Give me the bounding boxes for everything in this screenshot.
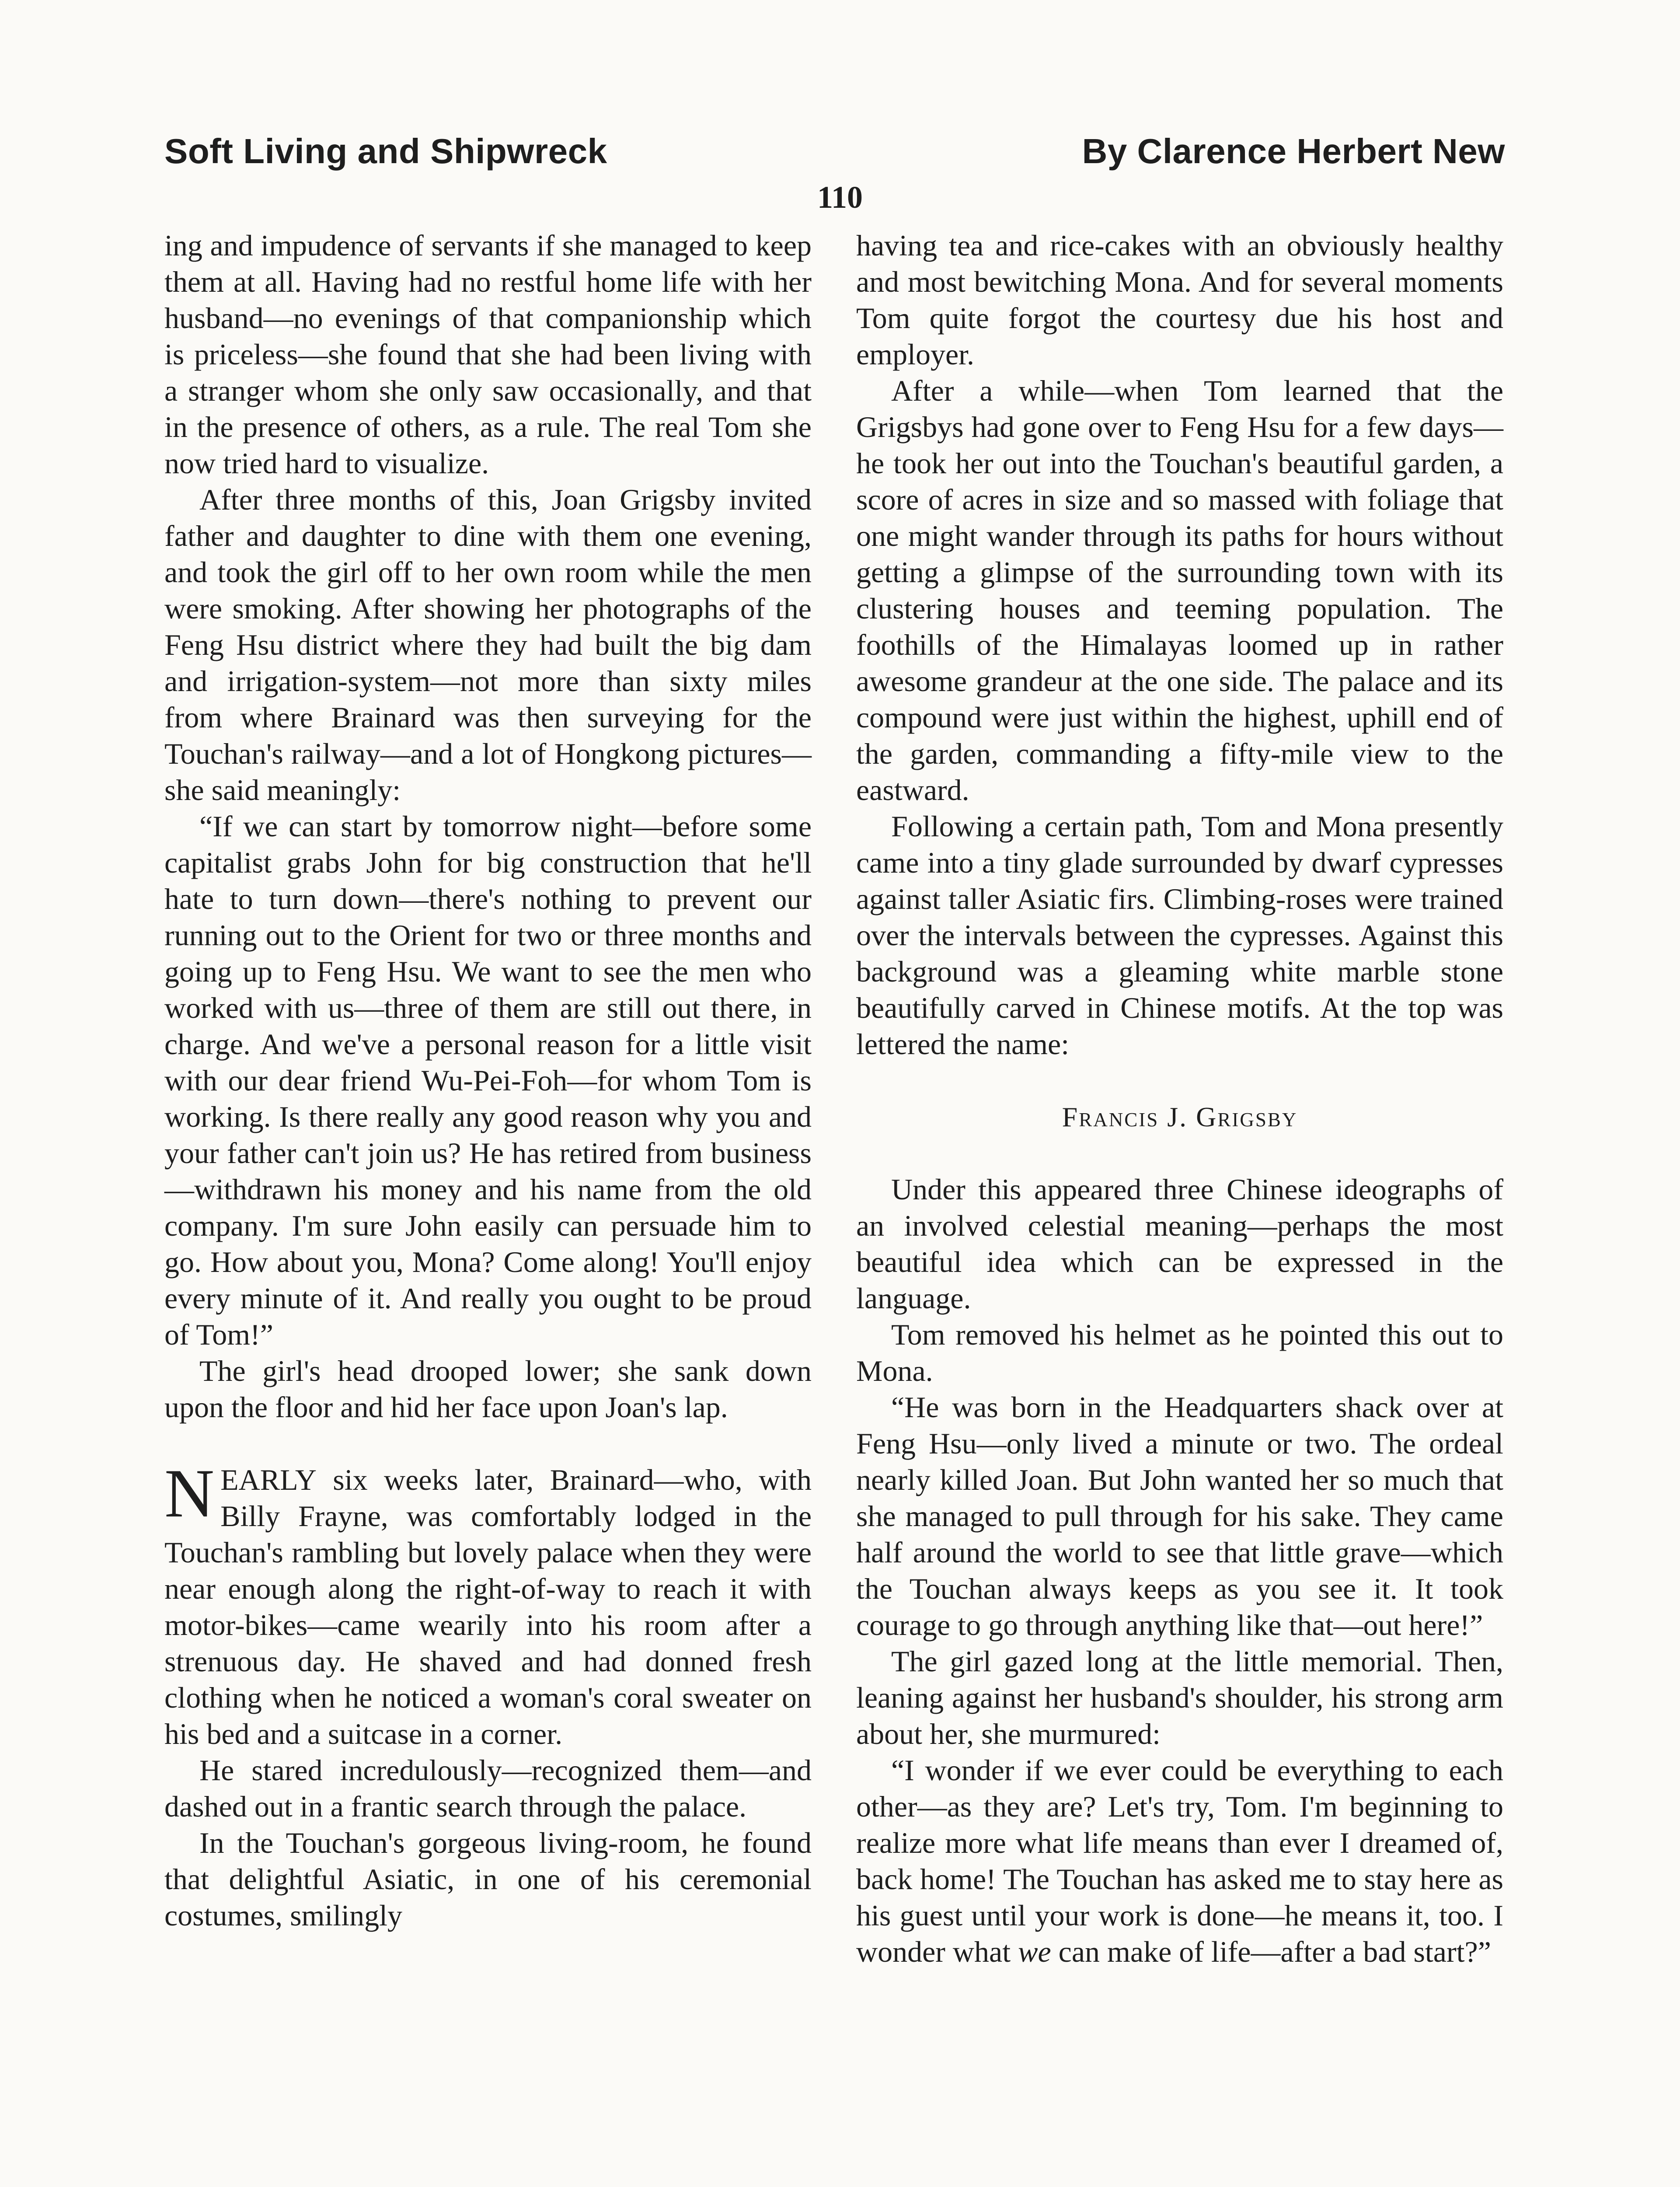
memorial-inscription: Francis J. Grigsby	[1062, 1101, 1298, 1132]
paragraph-text: “I wonder if we ever could be everything to each other—as they are? Let's try, Tom. I'm beginning to realize more what life means than ever I dreamed of, back home! The Touchan has asked me to stay here as his guest until your work is done—he means it, too. I wonder what	[856, 1754, 1503, 1968]
paragraph: After a while—when Tom learned that the Grigsbys had gone over to Feng Hsu for a few days—he took her out into the Touchan's beautiful garden, a score of acres in size and so massed with foliage that one might wander through its paths for hours without getting a glimpse of the surrounding town with its clustering houses and teeming population. The foothills of the Himalayas loomed up in rather awesome grandeur at the one side. The palace and its compound were just within the highest, uphill end of the garden, commanding a fifty-mile view to the eastward.	[856, 374, 1503, 807]
drop-cap: N	[164, 1455, 215, 1532]
paragraph: ing and impudence of servants if she managed to keep them at all. Having had no restful home life with her husband—no evenings of that companionship which is priceless—she found that she had been living with a stranger whom she only saw occasionally, and that in the presence of others, as a rule. The real Tom she now tried hard to visualize.	[164, 229, 812, 480]
paragraph: Under this appeared three Chinese ideographs of an involved celestial meaning—perhaps the most beautiful idea which can be expressed in the language.	[856, 1173, 1503, 1315]
paragraph	[856, 1752, 1503, 1970]
paragraph: The girl's head drooped lower; she sank down upon the floor and hid her face upon Joan's lap.	[164, 1354, 812, 1424]
paragraph: Tom removed his helmet as he pointed this out to Mona.	[856, 1318, 1503, 1387]
right-column	[856, 227, 1503, 1970]
paragraph: After three months of this, Joan Grigsby invited father and daughter to dine with them one evening, and took the girl off to her own room while the men were smoking. After showing her photographs of the Feng Hsu district where they had built the big dam and irrigation-system—not more than sixty miles from where Brainard was then surveying for the Touchan's railway—and a lot of Hongkong pictures—she said meaningly:	[164, 483, 812, 807]
paragraph-text: six weeks later, Brainard—who, with Billy Frayne, was comfortably lodged in the Touchan's rambling but lovely palace when they were near enough along the right-of-way to reach it with motor-bikes—came wearily into his room after a strenuous day. He shaved and had donned fresh clothing when he noticed a woman's coral sweater on his bed and a suitcase in a corner.	[164, 1463, 812, 1750]
running-title: Soft Living and Shipwreck	[164, 132, 607, 171]
paragraph: “If we can start by tomorrow night—before some capitalist grabs John for big construction that he'll hate to turn down—there's nothing to prevent our running out to the Orient for two or three months and going up to Feng Hsu. We want to see the men who worked with us—three of them are still out there, in charge. And we've a personal reason for a little visit with our dear friend Wu-Pei-Foh—for whom Tom is working. Is there really any good reason why you and your father can't join us? He has retired from business—withdrawn his money and his name from the old company. I'm sure John easily can persuade him to go. How about you, Mona? Come along! You'll enjoy every minute of it. And really you ought to be proud of Tom!”	[164, 810, 812, 1351]
paragraph: having tea and rice-cakes with an obviously healthy and most bewitching Mona. And for several moments Tom quite forgot the courtesy due his host and employer.	[856, 229, 1503, 371]
paragraph: He stared incredulously—recognized them—and dashed out in a frantic search through the palace.	[164, 1754, 812, 1823]
paragraph-text: can make of life—after a bad start?”	[1051, 1935, 1491, 1968]
paragraph: Following a certain path, Tom and Mona presently came into a tiny glade surrounded by dwarf cypresses against taller Asiatic firs. Climbing-roses were trained over the intervals between the cypresses. Against this background was a gleaming white marble stone beautifully carved in Chinese motifs. At the top was lettered the name:	[856, 810, 1503, 1061]
section-opening-paragraph	[164, 1455, 812, 1752]
author-byline: By Clarence Herbert New	[1082, 132, 1505, 171]
left-column	[164, 227, 812, 1934]
small-caps-lead: EARLY	[220, 1463, 317, 1496]
paragraph: In the Touchan's gorgeous living-room, he found that delightful Asiatic, in one of his ceremonial costumes, smilingly	[164, 1826, 812, 1932]
emphasis: we	[1018, 1935, 1051, 1968]
paragraph: The girl gazed long at the little memorial. Then, leaning against her husband's shoulder, his strong arm about her, she murmured:	[856, 1645, 1503, 1750]
paragraph: “He was born in the Headquarters shack over at Feng Hsu—only lived a minute or two. The ordeal nearly killed Joan. But John wanted her so much that she managed to pull through for his sake. They came half around the world to see that little grave—which the Touchan always keeps as you see it. It took courage to go through anything like that—out here!”	[856, 1390, 1503, 1642]
page-number: 110	[817, 180, 863, 215]
